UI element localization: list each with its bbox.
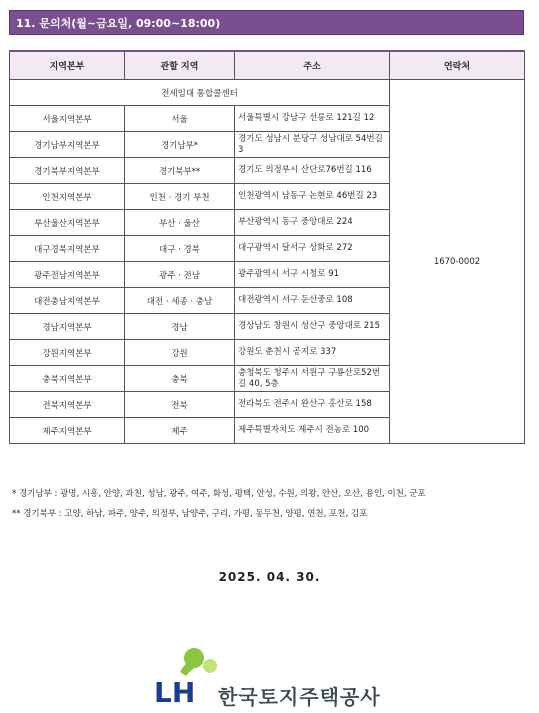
hq-cell: 강원지역본부 [10, 340, 125, 366]
region-cell: 경기남부* [125, 132, 235, 158]
region-cell: 제주 [125, 418, 235, 444]
table-header-row [10, 51, 525, 80]
address-cell: 경기도 성남시 분당구 성남대로 54번길 3 [235, 132, 390, 158]
hq-cell: 대전충남지역본부 [10, 288, 125, 314]
lh-logo [150, 638, 390, 708]
header-address: 주소 [235, 51, 390, 80]
region-cell: 부산 · 울산 [125, 210, 235, 236]
address-cell: 강원도 춘천시 공지로 337 [235, 340, 390, 366]
address-cell: 경기도 의정부시 산단로76번길 116 [235, 158, 390, 184]
contact-table [9, 50, 525, 444]
hq-cell: 인천지역본부 [10, 184, 125, 210]
header-phone: 연락처 [390, 51, 525, 80]
footnotes [12, 484, 426, 524]
section-title: 11. 문의처(월~금요일, 09:00~18:00) [9, 10, 524, 35]
address-cell: 경상남도 창원시 성산구 중앙대로 215 [235, 314, 390, 340]
region-cell: 경남 [125, 314, 235, 340]
logo-lh-letters: LH [154, 676, 196, 708]
hq-cell: 경남지역본부 [10, 314, 125, 340]
hq-cell: 서울지역본부 [10, 106, 125, 132]
document-date: 2025. 04. 30. [218, 570, 321, 584]
region-cell: 대구 · 경북 [125, 236, 235, 262]
footnote-gyeonggi-south: * 경기남부 : 광명, 시흥, 안양, 과천, 성남, 광주, 여주, 화성, 평택, 안성, 수원, 의왕, 안산, 오산, 용인, 이천, 군포 [12, 489, 426, 499]
address-cell: 전라북도 전주시 완산구 홍산로 158 [235, 392, 390, 418]
region-cell: 강원 [125, 340, 235, 366]
hq-cell: 충북지역본부 [10, 366, 125, 392]
logo-org-name: 한국토지주택공사 [218, 685, 381, 709]
region-cell: 광주 · 전남 [125, 262, 235, 288]
logo-leaf-icon [180, 661, 202, 676]
hq-cell: 대구경북지역본부 [10, 236, 125, 262]
logo-light-circle-icon [203, 659, 217, 673]
address-cell: 인천광역시 남동구 논현로 46번길 23 [235, 184, 390, 210]
region-cell: 인천 · 경기 부천 [125, 184, 235, 210]
address-cell: 충청북도 청주시 서원구 구룡산로52번길 40, 5층 [235, 366, 390, 392]
address-cell: 광주광역시 서구 시청로 91 [235, 262, 390, 288]
address-cell: 부산광역시 동구 중앙대로 224 [235, 210, 390, 236]
hq-cell: 경기남부지역본부 [10, 132, 125, 158]
region-cell: 대전 · 세종 · 충남 [125, 288, 235, 314]
hq-cell: 경기북부지역본부 [10, 158, 125, 184]
address-cell: 대전광역시 서구 둔산중로 108 [235, 288, 390, 314]
phone-number: 1670-0002 [390, 80, 525, 444]
callcenter-label: 전세임대 통합콜센터 [10, 80, 390, 106]
hq-cell: 광주전남지역본부 [10, 262, 125, 288]
callcenter-row [10, 80, 525, 106]
region-cell: 전북 [125, 392, 235, 418]
address-cell: 서울특별시 강남구 선릉로 121길 12 [235, 106, 390, 132]
hq-cell: 부산울산지역본부 [10, 210, 125, 236]
footnote-gyeonggi-north: ** 경기북부 : 고양, 하남, 파주, 양주, 의정부, 남양주, 구리, 가평, 동두천, 양평, 연천, 포천, 김포 [12, 509, 368, 519]
header-hq: 지역본부 [10, 51, 125, 80]
region-cell: 경기북부** [125, 158, 235, 184]
address-cell: 제주특별자치도 제주시 전농로 100 [235, 418, 390, 444]
address-cell: 대구광역시 달서구 상화로 272 [235, 236, 390, 262]
hq-cell: 전북지역본부 [10, 392, 125, 418]
region-cell: 서울 [125, 106, 235, 132]
region-cell: 충북 [125, 366, 235, 392]
hq-cell: 제주지역본부 [10, 418, 125, 444]
header-region: 관할 지역 [125, 51, 235, 80]
